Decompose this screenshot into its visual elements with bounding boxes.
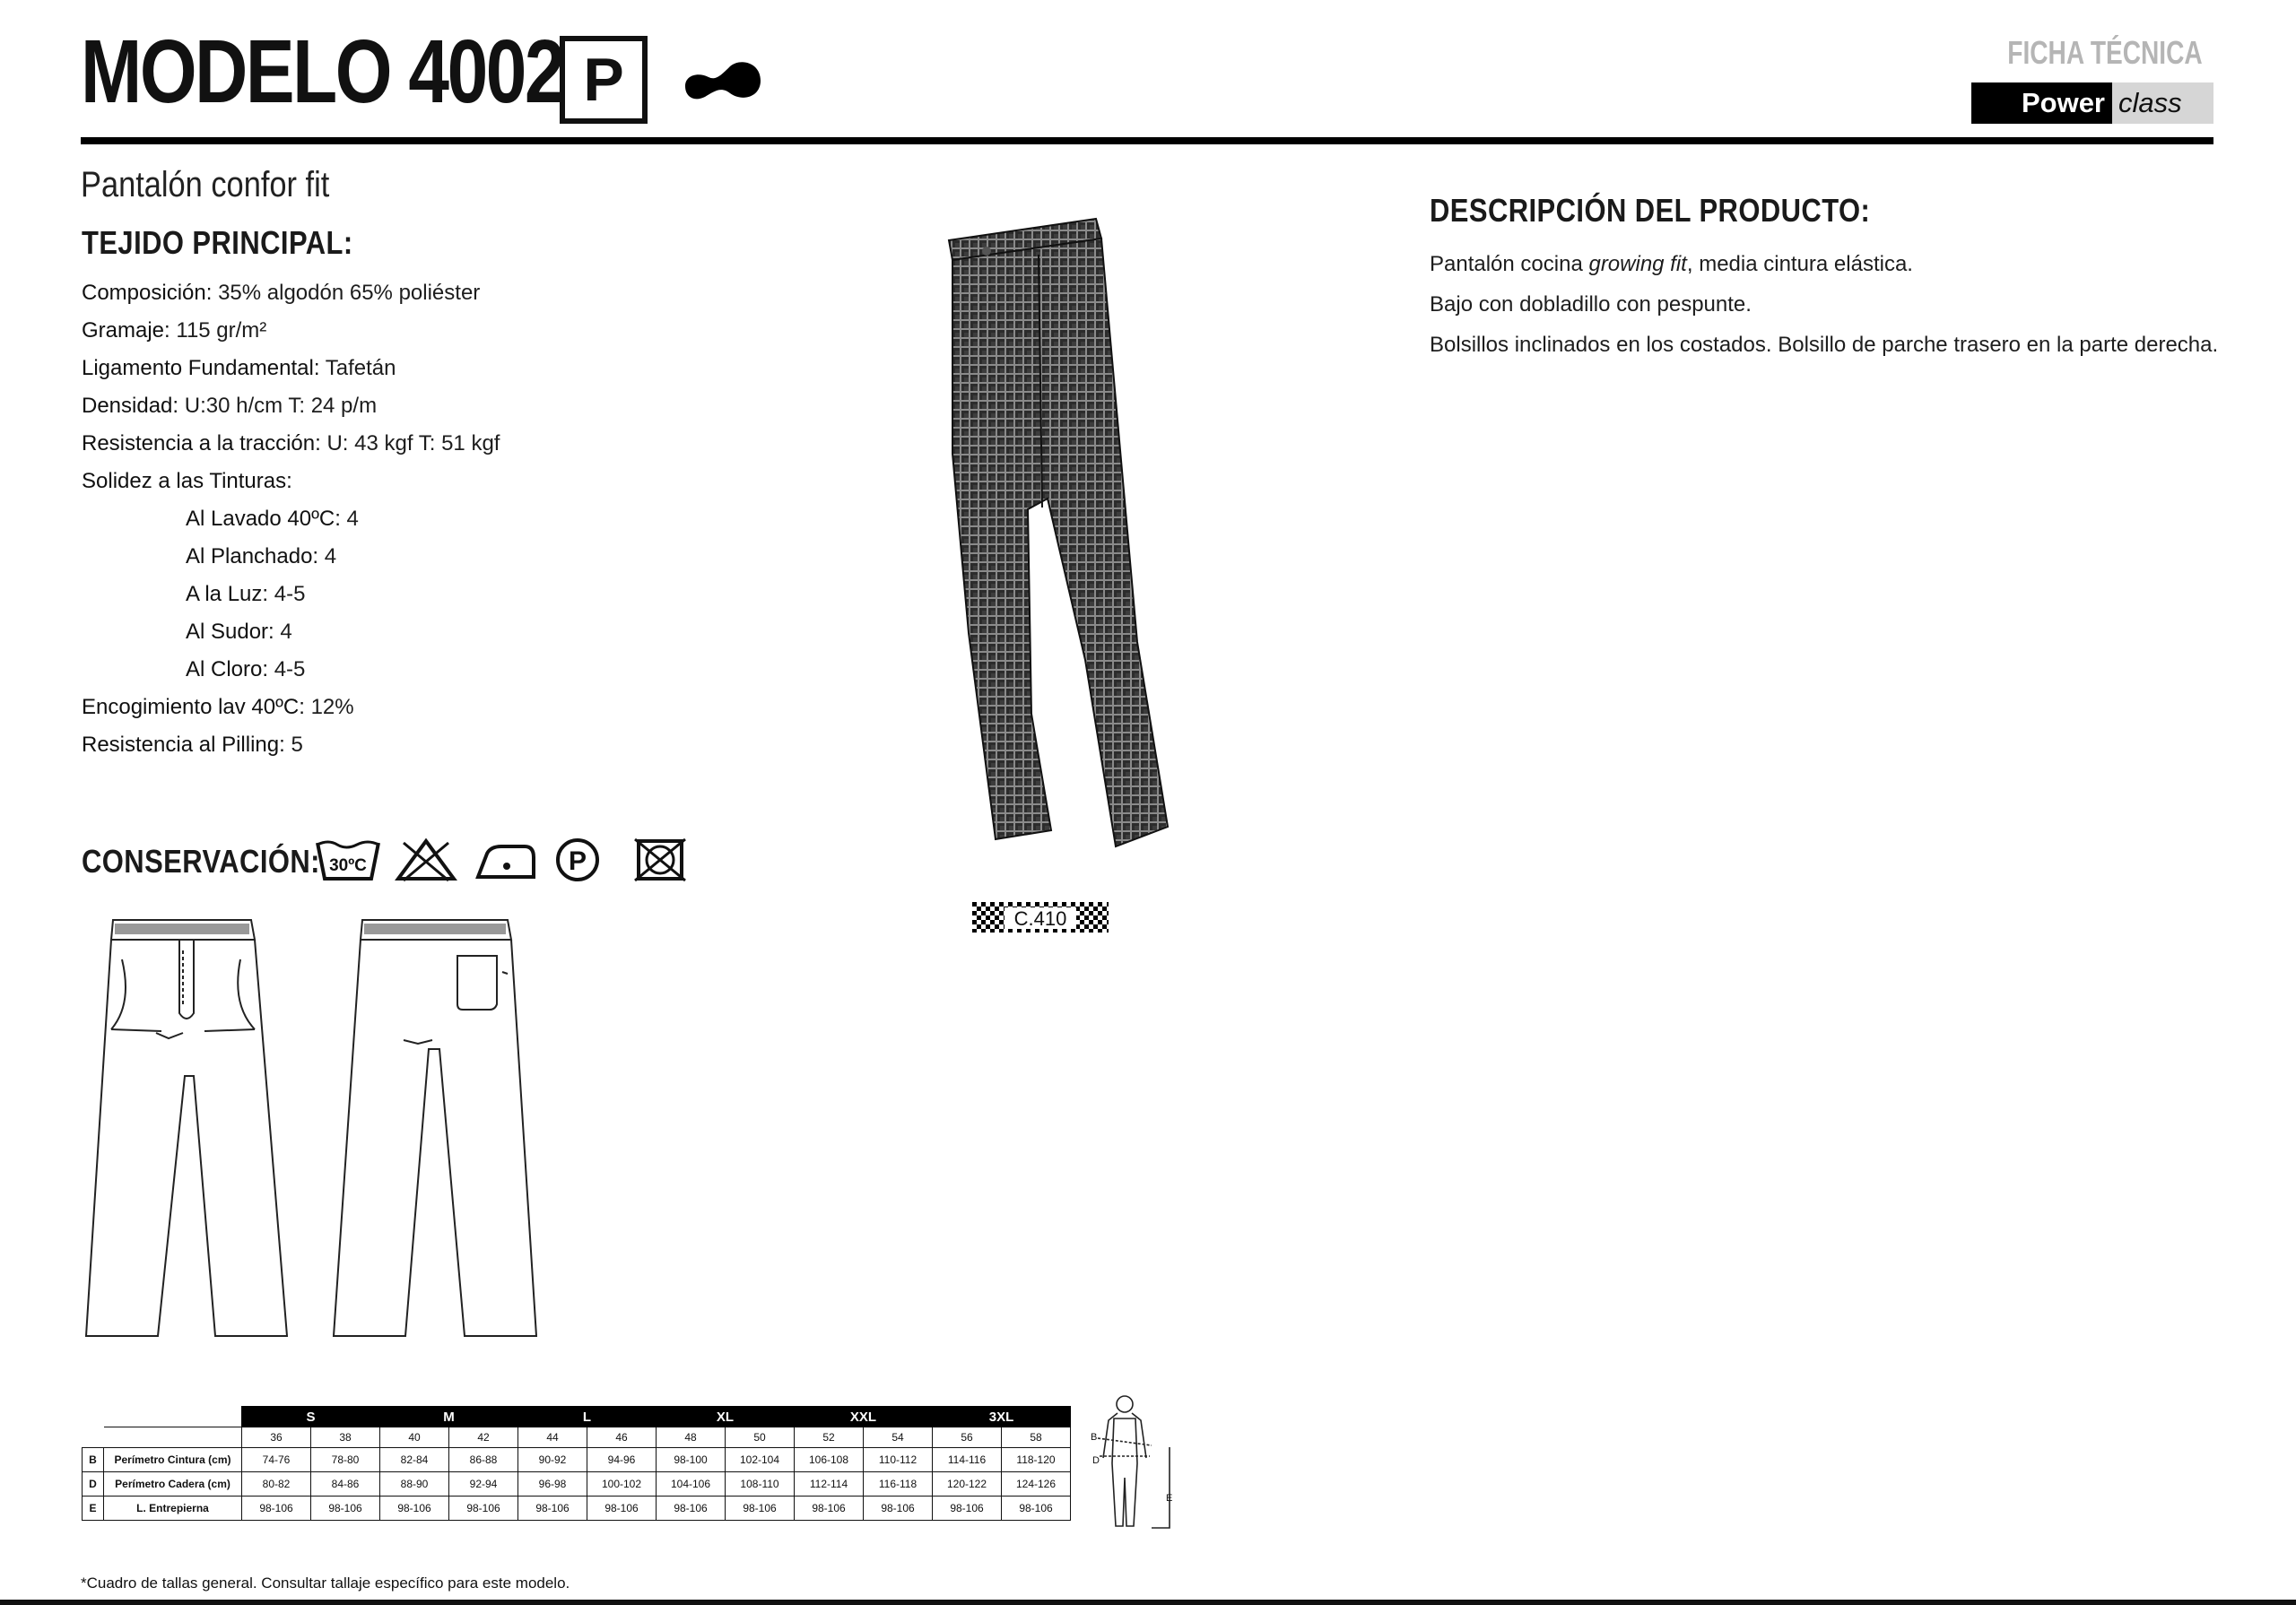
table-cell: 98-106 [657, 1497, 726, 1521]
table-cell: 124-126 [1002, 1472, 1071, 1497]
table-cell: 94-96 [587, 1448, 657, 1472]
table-cell: 92-94 [449, 1472, 518, 1497]
table-cell: 82-84 [380, 1448, 449, 1472]
spec-row [186, 613, 500, 651]
spec-row [186, 651, 500, 689]
back-flat-drawing [328, 915, 544, 1341]
size-group: M [380, 1407, 518, 1427]
care-heading: CONSERVACIÓN: [82, 843, 320, 880]
size-number: 52 [795, 1427, 864, 1448]
spec-value: 4-5 [268, 657, 306, 681]
table-cell: 98-106 [1002, 1497, 1071, 1521]
no-tumble-dry-icon [633, 837, 691, 882]
spec-row [186, 576, 500, 613]
table-cell: 106-108 [795, 1448, 864, 1472]
fabric-specs [82, 274, 500, 764]
protection-badge: P [560, 36, 648, 124]
fabric-code-swatch [972, 902, 1109, 933]
product-subtitle: Pantalón confor fit [81, 165, 330, 204]
spec-label: Resistencia al Pilling: [82, 733, 285, 757]
table-cell: 100-102 [587, 1472, 657, 1497]
size-number: 42 [449, 1427, 518, 1448]
wash-30-icon [316, 837, 373, 882]
spec-value: U:30 h/cm T: 24 p/m [178, 394, 378, 418]
body-measurement-figure [1082, 1392, 1180, 1535]
table-cell: 98-106 [864, 1497, 933, 1521]
size-number-row [83, 1427, 1071, 1448]
chef-hat-logo-icon [678, 56, 764, 106]
spec-label: Al Sudor: [186, 620, 274, 644]
footnote: *Cuadro de tallas general. Consultar tallaje específico para este modelo. [81, 1575, 570, 1592]
spec-label: Gramaje: [82, 318, 170, 343]
size-group: 3XL [933, 1407, 1071, 1427]
size-number: 40 [380, 1427, 449, 1448]
size-group: XL [657, 1407, 795, 1427]
spec-value: 35% algodón 65% poliéster [212, 281, 481, 305]
description-line: Bajo con dobladillo con pespunte. [1430, 292, 1752, 317]
table-cell: 74-76 [242, 1448, 311, 1472]
table-cell: 112-114 [795, 1472, 864, 1497]
spec-row [186, 500, 500, 538]
description-heading: DESCRIPCIÓN DEL PRODUCTO: [1430, 192, 1871, 229]
spec-label: Al Cloro: [186, 657, 269, 681]
figure-label-e: E [1166, 1493, 1173, 1504]
fabric-heading: TEJIDO PRINCIPAL: [82, 224, 353, 261]
row-label: Perímetro Cadera (cm) [104, 1472, 242, 1497]
table-cell: 98-106 [449, 1497, 518, 1521]
description-line: Pantalón cocina growing fit, media cintura elástica. [1430, 252, 1913, 276]
table-cell: 80-82 [242, 1472, 311, 1497]
iron-low-icon [474, 837, 532, 882]
table-cell: 104-106 [657, 1472, 726, 1497]
size-group: S [242, 1407, 380, 1427]
size-table [82, 1406, 1071, 1521]
table-cell: 78-80 [311, 1448, 380, 1472]
size-group: XXL [795, 1407, 933, 1427]
spec-label: Resistencia a la tracción: [82, 431, 321, 455]
ficha-tecnica-label: FICHA TÉCNICA [2007, 34, 2203, 71]
row-label: L. Entrepierna [104, 1497, 242, 1521]
table-cell: 90-92 [518, 1448, 587, 1472]
table-cell: 84-86 [311, 1472, 380, 1497]
table-cell: 118-120 [1002, 1448, 1071, 1472]
table-cell: 98-106 [795, 1497, 864, 1521]
spec-label: Composición: [82, 281, 213, 305]
spec-label: Encogimiento lav 40ºC: [82, 695, 305, 719]
size-number: 44 [518, 1427, 587, 1448]
table-row [83, 1472, 1071, 1497]
spec-row [186, 538, 500, 576]
table-cell: 108-110 [726, 1472, 795, 1497]
spec-row [82, 350, 500, 387]
product-image [933, 212, 1184, 854]
spec-label: Densidad: [82, 394, 179, 418]
spec-value: 115 gr/m² [170, 318, 267, 343]
spec-value: 4 [340, 507, 359, 531]
care-icons [316, 837, 709, 882]
fabric-code-text: C.410 [1013, 907, 1067, 930]
row-label: Perímetro Cintura (cm) [104, 1448, 242, 1472]
table-cell: 120-122 [933, 1472, 1002, 1497]
solidez-list [82, 500, 500, 689]
table-cell: 98-106 [518, 1497, 587, 1521]
table-cell: 88-90 [380, 1472, 449, 1497]
size-group-row [83, 1407, 1071, 1427]
brand-power-text: Power [1971, 82, 2112, 124]
spec-value: 4-5 [268, 582, 306, 606]
table-cell: 114-116 [933, 1448, 1002, 1472]
table-cell: 98-106 [242, 1497, 311, 1521]
size-number: 36 [242, 1427, 311, 1448]
size-number: 46 [587, 1427, 657, 1448]
spec-label: Al Lavado 40ºC: [186, 507, 341, 531]
table-cell: 98-106 [311, 1497, 380, 1521]
spec-label: Solidez a las Tinturas: [82, 469, 292, 493]
table-cell: 98-106 [380, 1497, 449, 1521]
row-code: E [83, 1497, 104, 1521]
size-group: L [518, 1407, 657, 1427]
spec-value: 12% [304, 695, 354, 719]
size-number: 56 [933, 1427, 1002, 1448]
table-cell: 96-98 [518, 1472, 587, 1497]
row-code: B [83, 1448, 104, 1472]
table-cell: 98-106 [587, 1497, 657, 1521]
spec-row [82, 689, 500, 726]
footer-divider [0, 1600, 2296, 1605]
figure-label-b: B [1091, 1432, 1098, 1443]
header-divider [81, 137, 2213, 144]
table-cell: 98-106 [933, 1497, 1002, 1521]
table-cell: 98-106 [726, 1497, 795, 1521]
spec-label: A la Luz: [186, 582, 269, 606]
table-cell: 98-100 [657, 1448, 726, 1472]
row-code: D [83, 1472, 104, 1497]
description-text [1430, 244, 2218, 365]
spec-value: Tafetán [319, 356, 396, 380]
table-cell: 102-104 [726, 1448, 795, 1472]
spec-value: U: 43 kgf T: 51 kgf [320, 431, 500, 455]
description-line: Bolsillos inclinados en los costados. Bolsillo de parche trasero en la parte derecha. [1430, 333, 2219, 357]
brand-logo [1971, 82, 2213, 124]
table-cell: 116-118 [864, 1472, 933, 1497]
figure-label-d: D [1092, 1455, 1100, 1466]
spec-label: Al Planchado: [186, 544, 319, 568]
table-cell: 110-112 [864, 1448, 933, 1472]
dry-clean-p-icon [553, 837, 611, 882]
spec-row [82, 274, 500, 312]
size-number: 54 [864, 1427, 933, 1448]
table-row [83, 1448, 1071, 1472]
spec-row [82, 425, 500, 463]
size-number: 38 [311, 1427, 380, 1448]
page-title: MODELO 4002 [81, 22, 564, 122]
table-row [83, 1497, 1071, 1521]
spec-label: Ligamento Fundamental: [82, 356, 320, 380]
spec-row [82, 387, 500, 425]
spec-value: 4 [318, 544, 337, 568]
spec-value: 5 [284, 733, 303, 757]
size-number: 48 [657, 1427, 726, 1448]
brand-class-text: class [2118, 87, 2182, 118]
size-number: 58 [1002, 1427, 1071, 1448]
wash-temp-text: 30ºC [329, 856, 367, 875]
spec-row [82, 463, 500, 500]
spec-row [82, 726, 500, 764]
table-cell: 86-88 [449, 1448, 518, 1472]
spec-value: 4 [274, 620, 292, 644]
front-flat-drawing [79, 915, 294, 1341]
no-bleach-icon [395, 837, 452, 882]
size-number: 50 [726, 1427, 795, 1448]
svg-text:P: P [569, 846, 587, 876]
spec-row [82, 312, 500, 350]
